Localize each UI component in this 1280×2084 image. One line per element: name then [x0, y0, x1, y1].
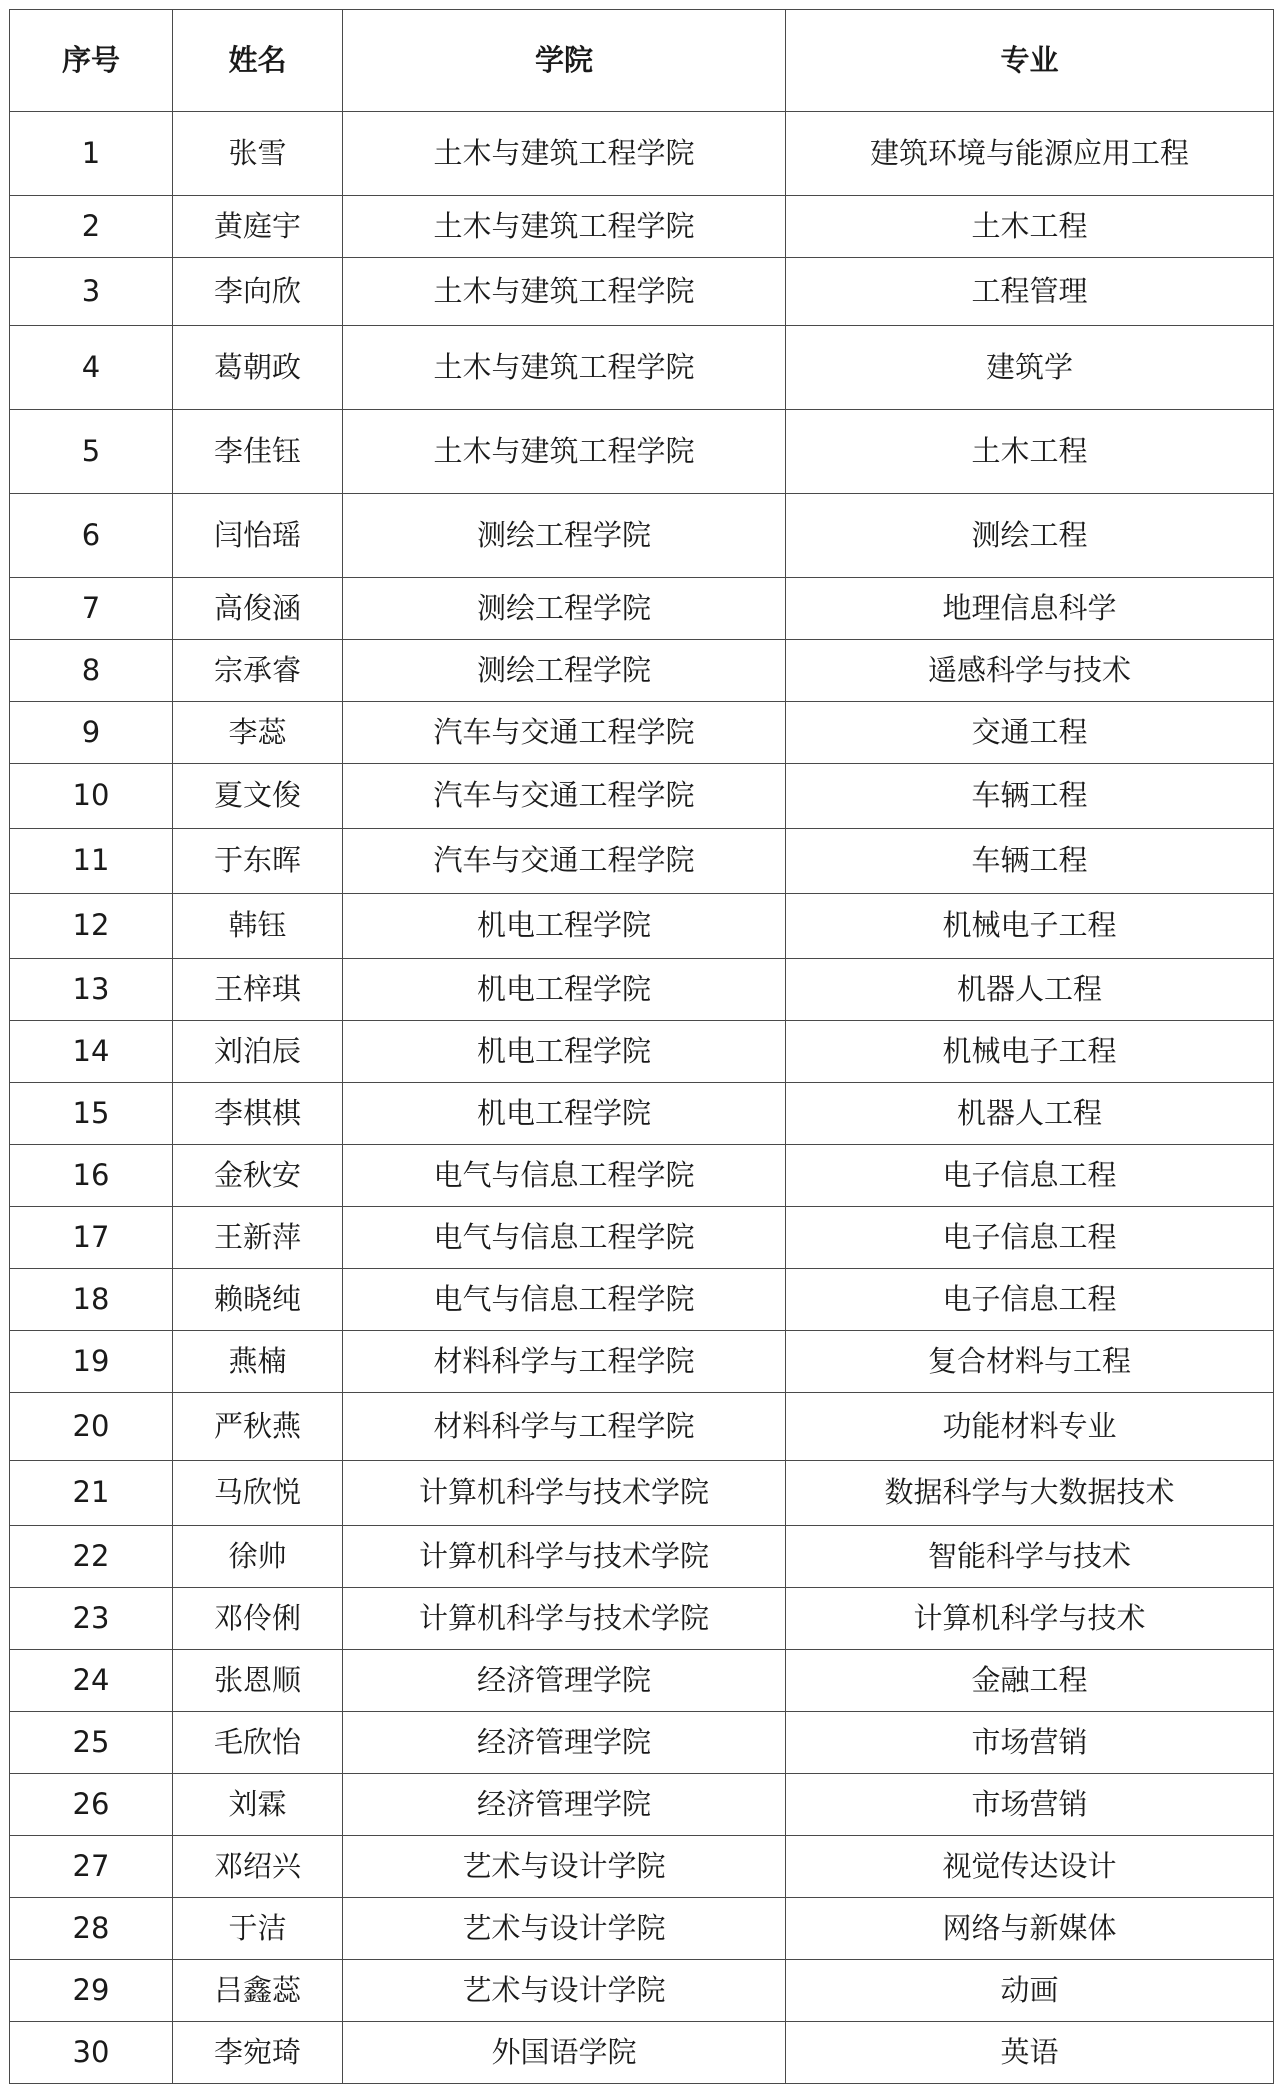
cell-name: 赖晓纯 — [173, 1269, 343, 1331]
cell-index: 27 — [10, 1836, 173, 1898]
cell-name: 夏文俊 — [173, 764, 343, 829]
cell-name: 黄庭宇 — [173, 196, 343, 258]
cell-college: 计算机科学与技术学院 — [343, 1461, 786, 1526]
cell-name: 毛欣怡 — [173, 1712, 343, 1774]
cell-name: 李蕊 — [173, 702, 343, 764]
header-row — [10, 10, 1274, 112]
table-row — [10, 1898, 1274, 1960]
cell-major: 市场营销 — [786, 1774, 1274, 1836]
cell-index: 11 — [10, 829, 173, 894]
student-list-table — [9, 9, 1274, 2084]
cell-college: 艺术与设计学院 — [343, 1960, 786, 2022]
header-name: 姓名 — [173, 10, 343, 112]
cell-name: 于洁 — [173, 1898, 343, 1960]
cell-major: 土木工程 — [786, 196, 1274, 258]
cell-index: 15 — [10, 1083, 173, 1145]
cell-name: 王梓琪 — [173, 959, 343, 1021]
table-row — [10, 959, 1274, 1021]
cell-name: 吕鑫蕊 — [173, 1960, 343, 2022]
cell-major: 车辆工程 — [786, 764, 1274, 829]
cell-college: 测绘工程学院 — [343, 578, 786, 640]
cell-name: 严秋燕 — [173, 1393, 343, 1461]
table-row — [10, 702, 1274, 764]
table-row — [10, 494, 1274, 578]
cell-name: 宗承睿 — [173, 640, 343, 702]
cell-college: 汽车与交通工程学院 — [343, 829, 786, 894]
table-row — [10, 764, 1274, 829]
cell-major: 土木工程 — [786, 410, 1274, 494]
cell-name: 李宛琦 — [173, 2022, 343, 2084]
cell-name: 高俊涵 — [173, 578, 343, 640]
cell-major: 机器人工程 — [786, 1083, 1274, 1145]
cell-college: 材料科学与工程学院 — [343, 1331, 786, 1393]
cell-major: 机械电子工程 — [786, 1021, 1274, 1083]
cell-college: 机电工程学院 — [343, 894, 786, 959]
cell-major: 动画 — [786, 1960, 1274, 2022]
table-row — [10, 578, 1274, 640]
cell-major: 电子信息工程 — [786, 1207, 1274, 1269]
table-header — [10, 10, 1274, 112]
cell-name: 李向欣 — [173, 258, 343, 326]
cell-index: 22 — [10, 1526, 173, 1588]
table-row — [10, 1269, 1274, 1331]
cell-name: 闫怡瑶 — [173, 494, 343, 578]
table-row — [10, 1774, 1274, 1836]
cell-name: 于东晖 — [173, 829, 343, 894]
cell-major: 交通工程 — [786, 702, 1274, 764]
table-row — [10, 1083, 1274, 1145]
table-row — [10, 1021, 1274, 1083]
cell-major: 机械电子工程 — [786, 894, 1274, 959]
cell-name: 葛朝政 — [173, 326, 343, 410]
table-row — [10, 1836, 1274, 1898]
cell-name: 邓绍兴 — [173, 1836, 343, 1898]
header-major: 专业 — [786, 10, 1274, 112]
header-college: 学院 — [343, 10, 786, 112]
cell-index: 20 — [10, 1393, 173, 1461]
cell-major: 建筑环境与能源应用工程 — [786, 112, 1274, 196]
cell-college: 艺术与设计学院 — [343, 1898, 786, 1960]
cell-college: 电气与信息工程学院 — [343, 1269, 786, 1331]
cell-college: 电气与信息工程学院 — [343, 1145, 786, 1207]
table-row — [10, 1393, 1274, 1461]
cell-index: 19 — [10, 1331, 173, 1393]
cell-name: 邓伶俐 — [173, 1588, 343, 1650]
table-row — [10, 1712, 1274, 1774]
cell-index: 2 — [10, 196, 173, 258]
table-row — [10, 1650, 1274, 1712]
cell-index: 30 — [10, 2022, 173, 2084]
cell-index: 6 — [10, 494, 173, 578]
cell-name: 韩钰 — [173, 894, 343, 959]
cell-major: 英语 — [786, 2022, 1274, 2084]
table-body — [10, 112, 1274, 2084]
table-row — [10, 829, 1274, 894]
cell-college: 机电工程学院 — [343, 1021, 786, 1083]
cell-index: 9 — [10, 702, 173, 764]
cell-major: 电子信息工程 — [786, 1269, 1274, 1331]
table-row — [10, 326, 1274, 410]
cell-major: 车辆工程 — [786, 829, 1274, 894]
cell-index: 8 — [10, 640, 173, 702]
cell-name: 燕楠 — [173, 1331, 343, 1393]
cell-college: 土木与建筑工程学院 — [343, 112, 786, 196]
cell-college: 机电工程学院 — [343, 1083, 786, 1145]
cell-college: 经济管理学院 — [343, 1774, 786, 1836]
cell-index: 25 — [10, 1712, 173, 1774]
student-list-table-container — [9, 9, 1273, 2084]
cell-college: 土木与建筑工程学院 — [343, 410, 786, 494]
cell-name: 马欣悦 — [173, 1461, 343, 1526]
cell-index: 29 — [10, 1960, 173, 2022]
cell-college: 材料科学与工程学院 — [343, 1393, 786, 1461]
table-row — [10, 1526, 1274, 1588]
cell-major: 地理信息科学 — [786, 578, 1274, 640]
cell-college: 经济管理学院 — [343, 1712, 786, 1774]
cell-index: 16 — [10, 1145, 173, 1207]
cell-index: 26 — [10, 1774, 173, 1836]
table-row — [10, 1461, 1274, 1526]
cell-major: 视觉传达设计 — [786, 1836, 1274, 1898]
cell-index: 14 — [10, 1021, 173, 1083]
cell-name: 张恩顺 — [173, 1650, 343, 1712]
cell-major: 数据科学与大数据技术 — [786, 1461, 1274, 1526]
cell-index: 23 — [10, 1588, 173, 1650]
cell-college: 土木与建筑工程学院 — [343, 196, 786, 258]
cell-index: 12 — [10, 894, 173, 959]
cell-major: 市场营销 — [786, 1712, 1274, 1774]
cell-index: 3 — [10, 258, 173, 326]
cell-index: 5 — [10, 410, 173, 494]
cell-name: 刘霖 — [173, 1774, 343, 1836]
cell-college: 土木与建筑工程学院 — [343, 258, 786, 326]
table-row — [10, 196, 1274, 258]
cell-major: 工程管理 — [786, 258, 1274, 326]
cell-major: 测绘工程 — [786, 494, 1274, 578]
cell-index: 24 — [10, 1650, 173, 1712]
cell-index: 7 — [10, 578, 173, 640]
cell-college: 汽车与交通工程学院 — [343, 702, 786, 764]
cell-major: 网络与新媒体 — [786, 1898, 1274, 1960]
cell-major: 功能材料专业 — [786, 1393, 1274, 1461]
table-row — [10, 258, 1274, 326]
cell-index: 18 — [10, 1269, 173, 1331]
cell-college: 测绘工程学院 — [343, 494, 786, 578]
table-row — [10, 1331, 1274, 1393]
table-row — [10, 894, 1274, 959]
cell-college: 汽车与交通工程学院 — [343, 764, 786, 829]
cell-college: 计算机科学与技术学院 — [343, 1526, 786, 1588]
table-row — [10, 1588, 1274, 1650]
cell-index: 13 — [10, 959, 173, 1021]
cell-major: 电子信息工程 — [786, 1145, 1274, 1207]
cell-name: 李棋棋 — [173, 1083, 343, 1145]
cell-name: 李佳钰 — [173, 410, 343, 494]
table-row — [10, 112, 1274, 196]
cell-name: 刘泊辰 — [173, 1021, 343, 1083]
cell-name: 王新萍 — [173, 1207, 343, 1269]
table-row — [10, 2022, 1274, 2084]
cell-major: 复合材料与工程 — [786, 1331, 1274, 1393]
cell-college: 计算机科学与技术学院 — [343, 1588, 786, 1650]
cell-college: 土木与建筑工程学院 — [343, 326, 786, 410]
table-row — [10, 1145, 1274, 1207]
cell-college: 测绘工程学院 — [343, 640, 786, 702]
cell-major: 金融工程 — [786, 1650, 1274, 1712]
cell-major: 智能科学与技术 — [786, 1526, 1274, 1588]
cell-college: 机电工程学院 — [343, 959, 786, 1021]
table-row — [10, 1207, 1274, 1269]
cell-major: 计算机科学与技术 — [786, 1588, 1274, 1650]
cell-college: 经济管理学院 — [343, 1650, 786, 1712]
cell-major: 建筑学 — [786, 326, 1274, 410]
cell-college: 艺术与设计学院 — [343, 1836, 786, 1898]
cell-index: 28 — [10, 1898, 173, 1960]
cell-index: 4 — [10, 326, 173, 410]
cell-college: 电气与信息工程学院 — [343, 1207, 786, 1269]
cell-college: 外国语学院 — [343, 2022, 786, 2084]
table-row — [10, 1960, 1274, 2022]
table-row — [10, 640, 1274, 702]
cell-major: 机器人工程 — [786, 959, 1274, 1021]
cell-name: 徐帅 — [173, 1526, 343, 1588]
cell-index: 10 — [10, 764, 173, 829]
cell-index: 17 — [10, 1207, 173, 1269]
cell-index: 21 — [10, 1461, 173, 1526]
cell-name: 金秋安 — [173, 1145, 343, 1207]
header-index: 序号 — [10, 10, 173, 112]
cell-name: 张雪 — [173, 112, 343, 196]
cell-index: 1 — [10, 112, 173, 196]
cell-major: 遥感科学与技术 — [786, 640, 1274, 702]
table-row — [10, 410, 1274, 494]
